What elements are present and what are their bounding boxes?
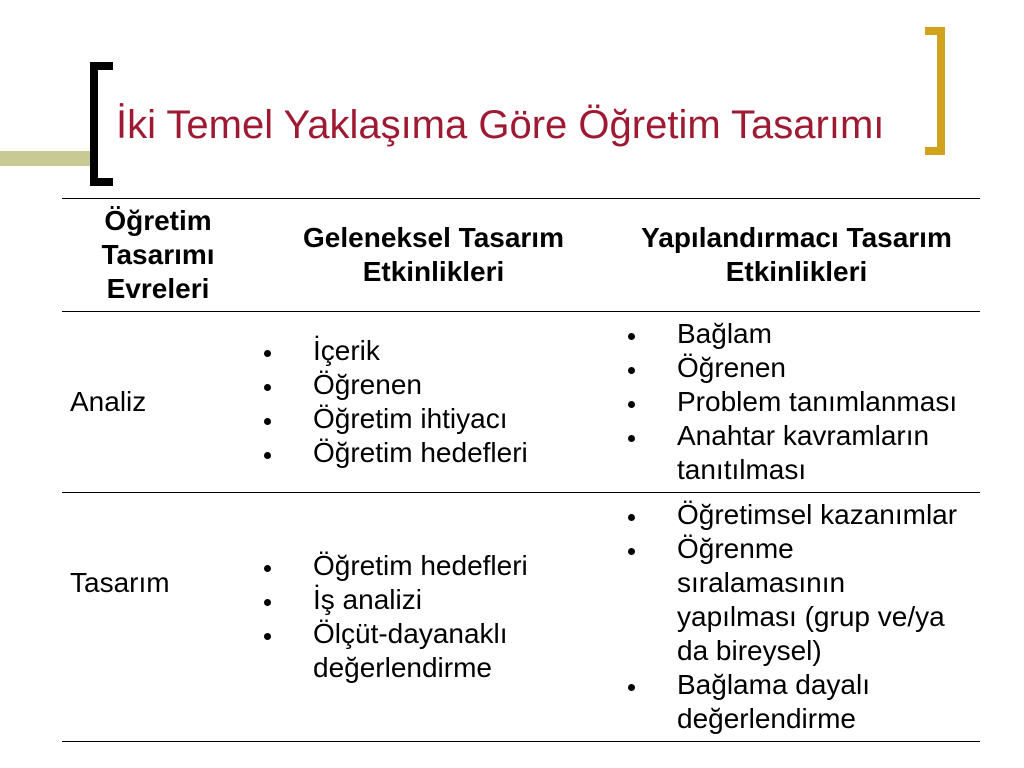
bullet-icon	[628, 514, 635, 521]
bullet-icon	[264, 565, 271, 572]
header-traditional-label: Geleneksel Tasarım Etkinlikleri	[303, 222, 564, 287]
bullet-icon	[264, 633, 271, 640]
list-item	[628, 532, 965, 668]
header-constructivist	[613, 199, 980, 311]
list-item	[264, 402, 604, 436]
list-item-text: Anahtar kavramların tanıtılması	[677, 420, 930, 485]
list-item-text: İçerik	[313, 335, 380, 366]
list-item-text: Öğretimsel kazanımlar	[677, 499, 958, 530]
header-phase	[62, 199, 254, 311]
traditional-cell	[264, 312, 604, 492]
list-item	[628, 385, 965, 419]
list-item	[264, 368, 604, 402]
table-row	[62, 493, 980, 741]
list-item-text: Öğretim ihtiyacı	[313, 403, 508, 434]
list-item	[264, 334, 604, 368]
phase-cell	[70, 312, 250, 492]
list-item-text: Öğrenen	[677, 352, 786, 383]
header-phase-label: Öğretim Tasarımı Evreleri	[101, 205, 215, 304]
list-item-text: İş analizi	[313, 584, 422, 615]
bullet-icon	[628, 548, 635, 555]
phase-label: Analiz	[70, 386, 147, 417]
constructivist-list	[628, 498, 965, 736]
bullet-icon	[264, 452, 271, 459]
table-row	[62, 312, 980, 492]
list-item	[264, 583, 604, 617]
bullet-icon	[628, 333, 635, 340]
list-item	[264, 617, 604, 685]
accent-bar	[0, 151, 94, 166]
bullet-icon	[628, 684, 635, 691]
right-bracket	[925, 27, 945, 155]
list-item-text: Ölçüt-dayanaklı değerlendirme	[313, 618, 508, 683]
list-item	[628, 668, 965, 736]
list-item-text: Bağlama dayalı değerlendirme	[677, 669, 871, 734]
bullet-icon	[628, 401, 635, 408]
constructivist-cell	[628, 493, 965, 741]
traditional-cell	[264, 493, 604, 741]
list-item	[628, 351, 965, 385]
list-item-text: Öğretim hedefleri	[313, 437, 528, 468]
list-item	[264, 549, 604, 583]
bullet-icon	[264, 384, 271, 391]
left-bracket	[90, 62, 113, 186]
traditional-list	[264, 334, 604, 470]
list-item-text: Öğretim hedefleri	[313, 550, 528, 581]
constructivist-cell	[628, 312, 965, 492]
header-constructivist-label: Yapılandırmacı Tasarım Etkinlikleri	[641, 222, 952, 287]
bullet-icon	[264, 599, 271, 606]
table-header-row	[62, 199, 980, 311]
list-item	[264, 436, 604, 470]
constructivist-list	[628, 317, 965, 487]
phase-cell	[70, 493, 250, 741]
list-item-text: Öğrenme sıralamasının yapılması (grup ve/ya da bireysel)	[677, 533, 945, 666]
bullet-icon	[264, 418, 271, 425]
traditional-list	[264, 549, 604, 685]
header-traditional	[254, 199, 613, 311]
bullet-icon	[628, 435, 635, 442]
list-item-text: Bağlam	[677, 318, 772, 349]
phase-label: Tasarım	[70, 567, 170, 598]
bullet-icon	[264, 350, 271, 357]
list-item-text: Öğrenen	[313, 369, 422, 400]
list-item	[628, 317, 965, 351]
list-item	[628, 498, 965, 532]
slide-title: İki Temel Yaklaşıma Göre Öğretim Tasarımı	[116, 103, 885, 147]
comparison-table	[62, 198, 980, 742]
table-rule-bottom	[62, 741, 980, 742]
list-item-text: Problem tanımlanması	[677, 386, 958, 417]
list-item	[628, 419, 965, 487]
bullet-icon	[628, 367, 635, 374]
